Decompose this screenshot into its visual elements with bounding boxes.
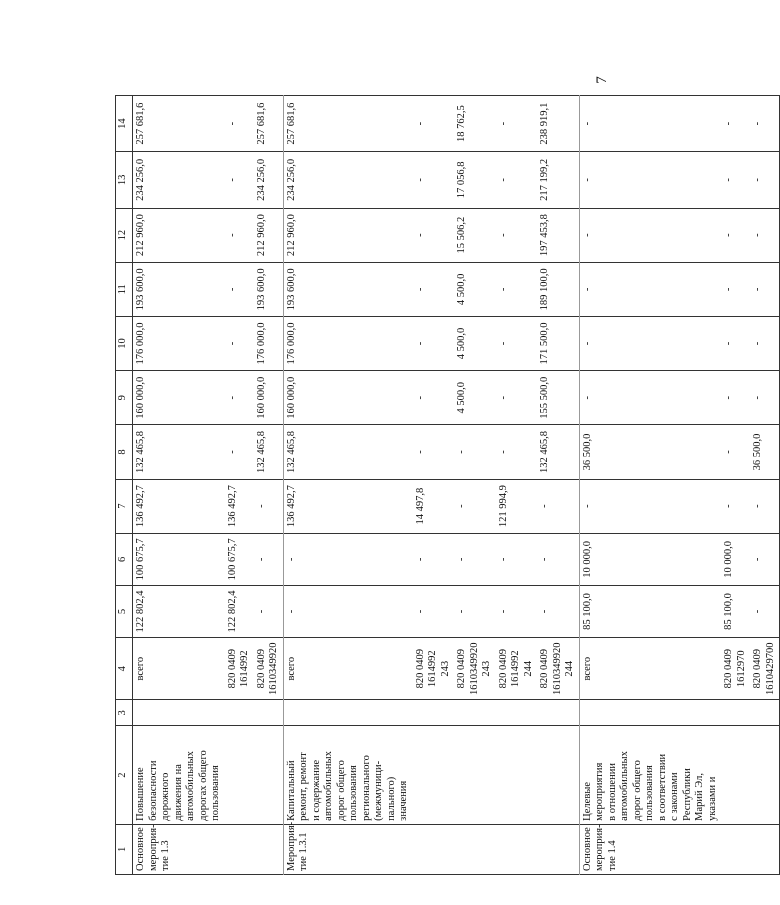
value-cell: - — [413, 152, 455, 208]
value-cell: 257 681,6 — [254, 96, 284, 152]
column-header-12: 12 — [116, 208, 133, 262]
value-cell: - — [721, 208, 750, 262]
column-header-3: 3 — [116, 700, 133, 726]
value-cell: - — [579, 479, 721, 533]
value-cell: - — [254, 533, 284, 585]
value-cell: - — [721, 316, 750, 370]
value-cell: 257 681,6 — [133, 96, 225, 152]
column-header-13: 13 — [116, 152, 133, 208]
value-cell: - — [254, 585, 284, 637]
value-cell: - — [454, 479, 496, 533]
value-cell: 36 500,0 — [579, 425, 721, 479]
value-cell: - — [750, 585, 780, 637]
column-header-5: 5 — [116, 585, 133, 637]
executor-cell — [254, 700, 284, 726]
value-cell: 171 500,0 — [537, 316, 579, 370]
value-cell: 160 000,0 — [254, 371, 284, 425]
value-cell: 155 500,0 — [537, 371, 579, 425]
table-row — [225, 96, 254, 875]
measure-number-cell — [750, 824, 780, 874]
value-cell: 212 960,0 — [283, 208, 413, 262]
value-cell: - — [537, 533, 579, 585]
value-cell: - — [721, 425, 750, 479]
value-cell: - — [225, 96, 254, 152]
value-cell: 10 000,0 — [721, 533, 750, 585]
budget-code-cell: 820 0409 1614992 243 — [413, 638, 455, 700]
budget-code-cell: всего — [133, 638, 225, 700]
column-header-14: 14 — [116, 96, 133, 152]
value-cell: - — [721, 152, 750, 208]
value-cell: 14 497,8 — [413, 479, 455, 533]
column-header-2: 2 — [116, 726, 133, 824]
measure-number-cell — [721, 824, 750, 874]
budget-code-cell: всего — [579, 638, 721, 700]
value-cell: - — [579, 371, 721, 425]
value-cell: 4 500,0 — [454, 262, 496, 316]
column-header-4: 4 — [116, 638, 133, 700]
value-cell: - — [413, 585, 455, 637]
value-cell: 136 492,7 — [133, 479, 225, 533]
measure-name-cell — [537, 726, 579, 824]
measure-number-cell — [413, 824, 455, 874]
value-cell: 212 960,0 — [133, 208, 225, 262]
value-cell: 217 199,2 — [537, 152, 579, 208]
executor-cell — [721, 700, 750, 726]
value-cell: - — [721, 262, 750, 316]
value-cell: 100 675,7 — [133, 533, 225, 585]
value-cell: 132 465,8 — [537, 425, 579, 479]
value-cell: - — [496, 262, 538, 316]
value-cell: 257 681,6 — [283, 96, 413, 152]
executor-cell — [750, 700, 780, 726]
value-cell: - — [454, 585, 496, 637]
measure-name-cell — [254, 726, 284, 824]
table-row — [454, 96, 496, 875]
value-cell: - — [750, 152, 780, 208]
budget-code-cell: 820 0409 1614992 244 — [496, 638, 538, 700]
value-cell: 176 000,0 — [133, 316, 225, 370]
value-cell: 238 919,1 — [537, 96, 579, 152]
value-cell: - — [454, 425, 496, 479]
value-cell: 10 000,0 — [579, 533, 721, 585]
table-row — [750, 96, 780, 875]
measure-number-cell — [254, 824, 284, 874]
executor-cell — [496, 700, 538, 726]
table-body — [133, 96, 780, 875]
value-cell: 121 994,9 — [496, 479, 538, 533]
measure-name-cell: Целевые мероприятия в отношении автомобильных дорог общего пользования в соответствии с законами Республики Марий Эл, указами и — [579, 726, 721, 824]
budget-code-cell: 820 0409 1610349920 — [254, 638, 284, 700]
value-cell: 193 600,0 — [283, 262, 413, 316]
value-cell: 100 675,7 — [225, 533, 254, 585]
value-cell: - — [750, 96, 780, 152]
table-row — [579, 96, 721, 875]
column-header-8: 8 — [116, 425, 133, 479]
value-cell: - — [454, 533, 496, 585]
value-cell: - — [254, 479, 284, 533]
executor-cell — [454, 700, 496, 726]
rotated-table-container — [115, 95, 776, 875]
value-cell: 234 256,0 — [133, 152, 225, 208]
value-cell: - — [225, 425, 254, 479]
budget-code-cell: 820 0409 1614992 — [225, 638, 254, 700]
value-cell: 132 465,8 — [254, 425, 284, 479]
value-cell: - — [496, 533, 538, 585]
column-header-10: 10 — [116, 316, 133, 370]
measure-name-cell — [496, 726, 538, 824]
value-cell: - — [225, 316, 254, 370]
table-row — [283, 96, 413, 875]
table-row — [496, 96, 538, 875]
budget-code-cell: 820 0409 1610349920 244 — [537, 638, 579, 700]
measure-number-cell: Основное мероприя- тие 1.3 — [133, 824, 225, 874]
value-cell: - — [721, 479, 750, 533]
value-cell: 234 256,0 — [283, 152, 413, 208]
value-cell: 17 056,8 — [454, 152, 496, 208]
budget-code-cell: 820 0409 1612970 — [721, 638, 750, 700]
value-cell: 160 000,0 — [283, 371, 413, 425]
value-cell: - — [537, 479, 579, 533]
value-cell: - — [225, 152, 254, 208]
table-row — [254, 96, 284, 875]
value-cell: - — [413, 533, 455, 585]
value-cell: 193 600,0 — [133, 262, 225, 316]
value-cell: 160 000,0 — [133, 371, 225, 425]
value-cell: 189 100,0 — [537, 262, 579, 316]
executor-cell — [225, 700, 254, 726]
value-cell: - — [225, 208, 254, 262]
value-cell: 176 000,0 — [283, 316, 413, 370]
value-cell: - — [496, 425, 538, 479]
executor-cell — [133, 700, 225, 726]
value-cell: - — [579, 96, 721, 152]
value-cell: - — [721, 96, 750, 152]
measure-name-cell — [454, 726, 496, 824]
column-header-7: 7 — [116, 479, 133, 533]
value-cell: - — [750, 479, 780, 533]
executor-cell — [283, 700, 413, 726]
value-cell: - — [413, 262, 455, 316]
measure-number-cell: Мероприя- тие 1.3.1 — [283, 824, 413, 874]
column-header-1: 1 — [116, 824, 133, 874]
value-cell: 122 802,4 — [133, 585, 225, 637]
value-cell: 212 960,0 — [254, 208, 284, 262]
value-cell: - — [579, 262, 721, 316]
value-cell: 36 500,0 — [750, 425, 780, 479]
value-cell: - — [413, 425, 455, 479]
page-number: 7 — [594, 76, 610, 84]
value-cell: - — [750, 262, 780, 316]
value-cell: - — [750, 371, 780, 425]
budget-code-cell: всего — [283, 638, 413, 700]
value-cell: - — [750, 208, 780, 262]
measure-number-cell — [225, 824, 254, 874]
value-cell: - — [750, 316, 780, 370]
measure-name-cell: Капитальный ремонт, ремонт и содержание автомобильных дорог общего пользования регионального (межмуници- пального) значения — [283, 726, 413, 824]
value-cell: - — [579, 208, 721, 262]
value-cell: 234 256,0 — [254, 152, 284, 208]
table-row — [537, 96, 579, 875]
column-header-6: 6 — [116, 533, 133, 585]
value-cell: - — [283, 585, 413, 637]
value-cell: - — [496, 371, 538, 425]
executor-cell — [413, 700, 455, 726]
measure-number-cell: Основное мероприя- тие 1.4 — [579, 824, 721, 874]
value-cell: - — [496, 152, 538, 208]
measure-name-cell: Повышение безопасности дорожного движения на автомобильных дорогах общего пользования — [133, 726, 225, 824]
value-cell: 15 506,2 — [454, 208, 496, 262]
measure-number-cell — [537, 824, 579, 874]
value-cell: 122 802,4 — [225, 585, 254, 637]
table-row — [721, 96, 750, 875]
column-header-9: 9 — [116, 371, 133, 425]
value-cell: 4 500,0 — [454, 371, 496, 425]
executor-cell — [537, 700, 579, 726]
value-cell: - — [283, 533, 413, 585]
measure-name-cell — [413, 726, 455, 824]
measure-number-cell — [454, 824, 496, 874]
table-row — [133, 96, 225, 875]
value-cell: - — [750, 533, 780, 585]
value-cell: 136 492,7 — [283, 479, 413, 533]
value-cell: - — [579, 316, 721, 370]
measure-name-cell — [225, 726, 254, 824]
budget-code-cell: 820 0409 1610429700 — [750, 638, 780, 700]
value-cell: - — [579, 152, 721, 208]
value-cell: - — [225, 262, 254, 316]
value-cell: 18 762,5 — [454, 96, 496, 152]
executor-cell — [579, 700, 721, 726]
budget-code-cell: 820 0409 1610349920 243 — [454, 638, 496, 700]
column-header-11: 11 — [116, 262, 133, 316]
value-cell: 197 453,8 — [537, 208, 579, 262]
measure-name-cell — [721, 726, 750, 824]
value-cell: - — [413, 371, 455, 425]
value-cell: - — [496, 208, 538, 262]
value-cell: - — [721, 371, 750, 425]
value-cell: - — [413, 316, 455, 370]
value-cell: 132 465,8 — [133, 425, 225, 479]
value-cell: - — [496, 96, 538, 152]
value-cell: 132 465,8 — [283, 425, 413, 479]
value-cell: - — [496, 585, 538, 637]
measure-number-cell — [496, 824, 538, 874]
value-cell: - — [225, 371, 254, 425]
value-cell: 193 600,0 — [254, 262, 284, 316]
budget-table — [115, 95, 780, 875]
value-cell: - — [537, 585, 579, 637]
value-cell: 4 500,0 — [454, 316, 496, 370]
value-cell: 85 100,0 — [579, 585, 721, 637]
value-cell: 176 000,0 — [254, 316, 284, 370]
value-cell: - — [496, 316, 538, 370]
table-row — [413, 96, 455, 875]
value-cell: 136 492,7 — [225, 479, 254, 533]
measure-name-cell — [750, 726, 780, 824]
header-row — [116, 96, 133, 875]
value-cell: 85 100,0 — [721, 585, 750, 637]
value-cell: - — [413, 208, 455, 262]
value-cell: - — [413, 96, 455, 152]
